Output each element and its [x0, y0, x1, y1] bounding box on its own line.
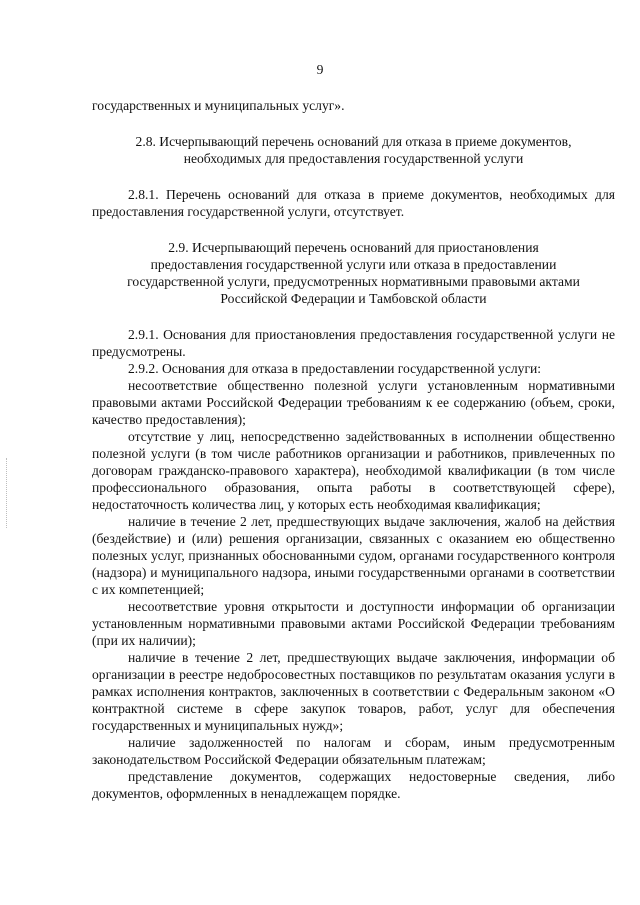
ground-item: отсутствие у лиц, непосредственно задействованных в исполнении общественно полезной услуги (в том числе работников организации и работников, привлеченных по договорам гражданско-правового характера), необходимой квалификации (в том числе профессионального образования, опыта работы в соответствующей сфере), недостаточность количества лиц, у которых есть необходимая квалификация;: [92, 429, 615, 512]
paragraph-2-8-1: 2.8.1. Перечень оснований для отказа в приеме документов, необходимых для предоставления государственной услуги, отсутствует.: [92, 187, 615, 219]
ground-item: наличие в течение 2 лет, предшествующих выдаче заключения, информации об организации в реестре недобросовестных поставщиков по результатам оказания услуги в рамках исполнения контрактов, заключенных в соответствии с Федеральным законом «О контрактной системе в сфере закупок товаров, работ, услуг для обеспечения государственных и муниципальных нужд»;: [92, 650, 615, 733]
heading-line: 2.8. Исчерпывающий перечень оснований для отказа в приеме документов,: [135, 134, 572, 149]
ground-item: представление документов, содержащих недостоверные сведения, либо документов, оформленных в ненадлежащем порядке.: [92, 769, 615, 801]
ground-item: несоответствие общественно полезной услуги установленным нормативными правовыми актами Российской Федерации требованиям к ее содержанию (объем, сроки, качество предоставления);: [92, 378, 615, 427]
paragraph-2-9-1: 2.9.1. Основания для приостановления предоставления государственной услуги не предусмотрены.: [92, 327, 615, 359]
section-heading-2-8: [92, 133, 615, 167]
section-heading-2-9: [92, 239, 615, 307]
heading-line: государственной услуги, предусмотренных нормативными правовыми актами: [127, 274, 580, 289]
continuation-line: государственных и муниципальных услуг».: [92, 98, 345, 113]
heading-line: Российской Федерации и Тамбовской области: [220, 291, 487, 306]
ground-item: наличие в течение 2 лет, предшествующих выдаче заключения, жалоб на действия (бездействие) и (или) решения организации, связанных с оказанием ею общественно полезных услуг, признанных обоснованными судом, органами государственного контроля (надзора) и муниципального надзора, иными государственными органами в соответствии с их компетенцией;: [92, 514, 615, 597]
paragraph-2-9-2: 2.9.2. Основания для отказа в предоставлении государственной услуги:: [128, 361, 542, 376]
heading-line: 2.9. Исчерпывающий перечень оснований для приостановления: [168, 240, 539, 255]
heading-line: предоставления государственной услуги или отказа в предоставлении: [150, 257, 557, 272]
ground-item: несоответствие уровня открытости и доступности информации об организации установленным нормативными правовыми актами Российской Федерации требованиям (при их наличии);: [92, 599, 615, 648]
document-body: [92, 97, 615, 802]
page-number: 9: [316, 62, 324, 77]
margin-scan-mark: [6, 458, 9, 528]
heading-line: необходимых для предоставления государственной услуги: [183, 151, 524, 166]
ground-item: наличие задолженностей по налогам и сборам, иным предусмотренным законодательством Российской Федерации обязательным платежам;: [92, 735, 615, 767]
